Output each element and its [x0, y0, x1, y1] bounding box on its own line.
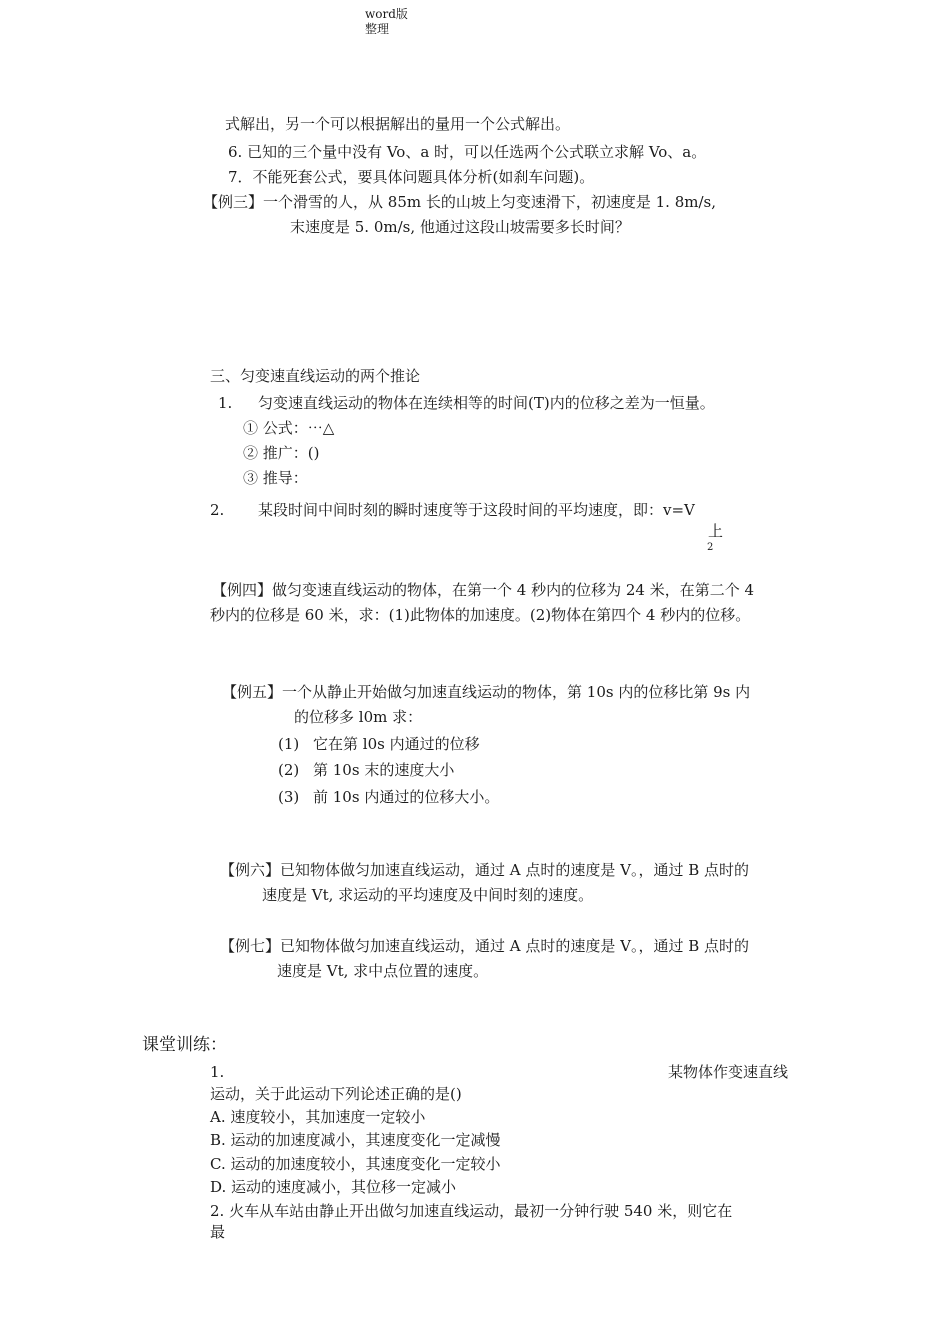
- example5-q2: 第 10s 末的速度大小: [313, 761, 455, 779]
- example5-q1: 它在第 l0s 内通过的位移: [313, 735, 480, 753]
- training-option-d: D. 运动的速度减小，其位移一定减小: [210, 1178, 457, 1196]
- section3-item2-text: 某段时间中间时刻的瞬时速度等于这段时间的平均速度，即：v=V: [258, 501, 695, 519]
- section3-item2-subscript-a: 上: [708, 522, 724, 540]
- intro-line: 式解出，另一个可以根据解出的量用一个公式解出。: [225, 115, 571, 133]
- example5-q2-number: (2): [278, 761, 300, 779]
- header-label-word: word版: [365, 7, 408, 21]
- example5-line1: 【例五】一个从静止开始做匀加速直线运动的物体，第 10s 内的位移比第 9s 内: [222, 683, 751, 701]
- training-q1-line2: 运动，关于此运动下列论述正确的是(): [210, 1085, 462, 1103]
- example5-q3: 前 10s 内通过的位移大小。: [313, 788, 500, 806]
- example6-line2: 速度是 Vt, 求运动的平均速度及中间时刻的速度。: [262, 886, 594, 904]
- example4-line1: 【例四】做匀变速直线运动的物体，在第一个 4 秒内的位移为 24 米，在第二个 4: [212, 581, 755, 599]
- training-option-c: C. 运动的加速度较小，其速度变化一定较小: [210, 1155, 501, 1173]
- example3-line2: 末速度是 5. 0m/s, 他通过这段山坡需要多长时间？: [290, 218, 630, 236]
- training-q1-text: 某物体作变速直线: [668, 1063, 789, 1081]
- example5-q1-number: (1): [278, 735, 300, 753]
- training-q2-line2: 最: [210, 1223, 226, 1241]
- section3-item2-number: 2.: [210, 501, 225, 519]
- training-option-b: B. 运动的加速度减小，其速度变化一定减慢: [210, 1131, 501, 1149]
- example3-line1: 【例三】一个滑雪的人，从 85m 长的山坡上匀变速滑下，初速度是 1. 8m/s,: [203, 193, 716, 211]
- header-label-edit: 整理: [365, 22, 390, 36]
- intro-item-6: 6. 已知的三个量中没有 Vo、a 时，可以任选两个公式联立求解 Vo、a。: [228, 143, 707, 161]
- section3-item2-subscript-b: 2: [707, 542, 714, 553]
- section3-sub-derivation: ③ 推导：: [243, 469, 308, 487]
- example4-line2: 秒内的位移是 60 米，求：(1)此物体的加速度。(2)物体在第四个 4 秒内的位移。: [210, 606, 751, 624]
- training-q1-number: 1.: [210, 1063, 225, 1081]
- example7-line1: 【例七】已知物体做匀加速直线运动，通过 A 点时的速度是 V。，通过 B 点时的: [220, 937, 750, 955]
- training-q2-line1: 2. 火车从车站由静止开出做匀加速直线运动，最初一分钟行驶 540 米，则它在: [210, 1202, 733, 1220]
- example5-q3-number: (3): [278, 788, 300, 806]
- example6-line1: 【例六】已知物体做匀加速直线运动，通过 A 点时的速度是 V。，通过 B 点时的: [220, 861, 750, 879]
- section3-item1-number: 1.: [218, 394, 233, 412]
- section3-sub-formula: ① 公式：⋯△: [243, 419, 335, 437]
- section3-item1-text: 匀变速直线运动的物体在连续相等的时间(T)内的位移之差为一恒量。: [258, 394, 715, 412]
- example7-line2: 速度是 Vt, 求中点位置的速度。: [277, 962, 489, 980]
- section3-title: 三、匀变速直线运动的两个推论: [210, 367, 421, 385]
- example5-line2: 的位移多 l0m 求：: [294, 708, 423, 726]
- intro-item-7: 7．不能死套公式，要具体问题具体分析(如刹车问题)。: [228, 168, 595, 186]
- training-title: 课堂训练：: [142, 1035, 227, 1055]
- training-option-a: A. 速度较小，其加速度一定较小: [210, 1108, 426, 1126]
- section3-sub-extension: ② 推广：(): [243, 444, 320, 462]
